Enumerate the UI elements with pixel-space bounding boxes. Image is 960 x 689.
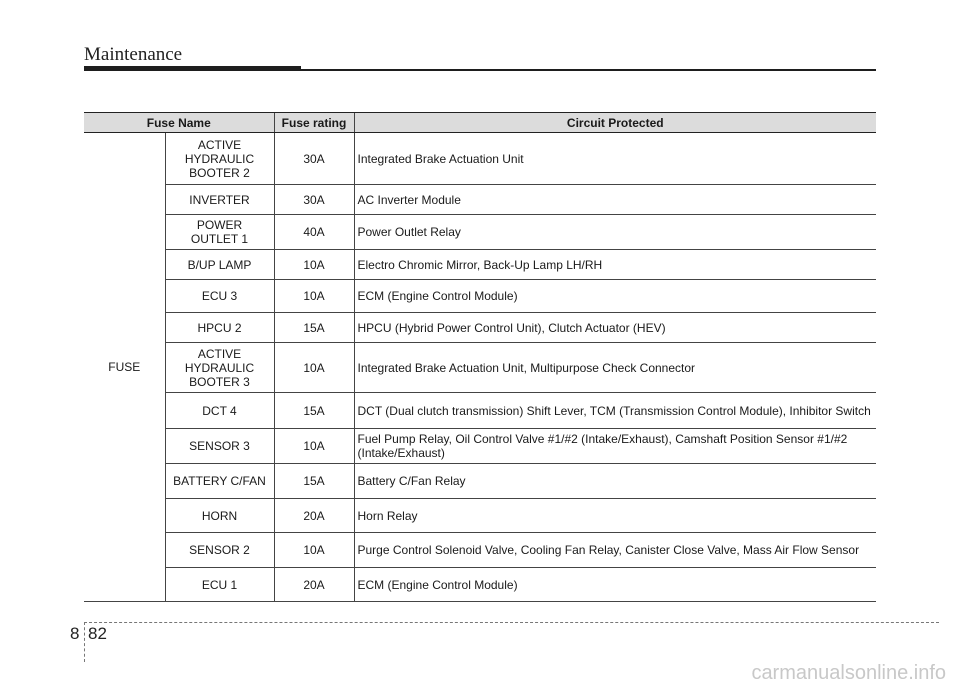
fuse-name-cell: ECU 1 <box>165 568 274 602</box>
fuse-name-cell: HORN <box>165 499 274 533</box>
page-section-number: 8 <box>70 624 80 643</box>
fuse-rating-cell: 10A <box>274 429 354 464</box>
fuse-name-cell: ACTIVE HYDRAULIC BOOTER 3 <box>165 343 274 393</box>
fuse-rating-cell: 15A <box>274 313 354 343</box>
table-row <box>84 280 876 313</box>
table-row <box>84 429 876 464</box>
circuit-cell: AC Inverter Module <box>354 185 876 215</box>
fuse-rating-cell: 20A <box>274 568 354 602</box>
table-row <box>84 185 876 215</box>
column-header-fuse-name: Fuse Name <box>84 113 274 133</box>
page-header-title: Maintenance <box>84 44 183 65</box>
fuse-rating-cell: 30A <box>274 133 354 185</box>
fuse-name-cell: POWER OUTLET 1 <box>165 215 274 250</box>
circuit-cell: Fuel Pump Relay, Oil Control Valve #1/#2 (Intake/Exhaust), Camshaft Position Sensor #1/#2 (Intake/Exhaust) <box>354 429 876 464</box>
column-header-fuse-rating: Fuse rating <box>274 113 354 133</box>
table-row <box>84 393 876 429</box>
header-row <box>84 113 876 133</box>
table-row <box>84 464 876 499</box>
circuit-cell: Purge Control Solenoid Valve, Cooling Fan Relay, Canister Close Valve, Mass Air Flow Sensor <box>354 533 876 568</box>
fuse-name-cell: DCT 4 <box>165 393 274 429</box>
table-row <box>84 133 876 185</box>
fuse-name-cell: ECU 3 <box>165 280 274 313</box>
fuse-name-cell: ACTIVE HYDRAULIC BOOTER 2 <box>165 133 274 185</box>
table-row <box>84 313 876 343</box>
fuse-name-cell: HPCU 2 <box>165 313 274 343</box>
watermark-text: carmanualsonline.info <box>751 662 946 684</box>
circuit-cell: Horn Relay <box>354 499 876 533</box>
table-row <box>84 499 876 533</box>
fuse-name-cell: INVERTER <box>165 185 274 215</box>
fuse-table-body <box>84 133 876 602</box>
circuit-cell: ECM (Engine Control Module) <box>354 280 876 313</box>
fuse-rating-cell: 10A <box>274 533 354 568</box>
circuit-cell: ECM (Engine Control Module) <box>354 568 876 602</box>
fuse-rating-cell: 15A <box>274 393 354 429</box>
fuse-rating-cell: 40A <box>274 215 354 250</box>
fuse-rating-cell: 10A <box>274 343 354 393</box>
fuse-name-cell: B/UP LAMP <box>165 250 274 280</box>
table-row <box>84 250 876 280</box>
fuse-name-cell: SENSOR 3 <box>165 429 274 464</box>
fuse-rating-cell: 10A <box>274 280 354 313</box>
fuse-type-cell: FUSE <box>84 133 165 602</box>
fuse-name-cell: SENSOR 2 <box>165 533 274 568</box>
table-row <box>84 215 876 250</box>
header-rule-thick <box>84 66 301 71</box>
circuit-cell: Integrated Brake Actuation Unit, Multipurpose Check Connector <box>354 343 876 393</box>
circuit-cell: Electro Chromic Mirror, Back-Up Lamp LH/RH <box>354 250 876 280</box>
circuit-cell: Power Outlet Relay <box>354 215 876 250</box>
circuit-cell: DCT (Dual clutch transmission) Shift Lever, TCM (Transmission Control Module), Inhibitor Switch <box>354 393 876 429</box>
footer-rule <box>84 622 939 623</box>
fuse-rating-cell: 10A <box>274 250 354 280</box>
circuit-cell: Battery C/Fan Relay <box>354 464 876 499</box>
fuse-rating-cell: 30A <box>274 185 354 215</box>
fuse-table <box>84 112 876 602</box>
footer-separator <box>84 622 85 662</box>
circuit-cell: HPCU (Hybrid Power Control Unit), Clutch Actuator (HEV) <box>354 313 876 343</box>
fuse-table-header <box>84 113 876 133</box>
fuse-name-cell: BATTERY C/FAN <box>165 464 274 499</box>
table-row <box>84 568 876 602</box>
circuit-cell: Integrated Brake Actuation Unit <box>354 133 876 185</box>
table-row <box>84 343 876 393</box>
table-row <box>84 533 876 568</box>
fuse-rating-cell: 15A <box>274 464 354 499</box>
fuse-rating-cell: 20A <box>274 499 354 533</box>
page-number: 82 <box>88 624 107 643</box>
column-header-circuit-protected: Circuit Protected <box>354 113 876 133</box>
header-rule-thin <box>301 69 876 71</box>
